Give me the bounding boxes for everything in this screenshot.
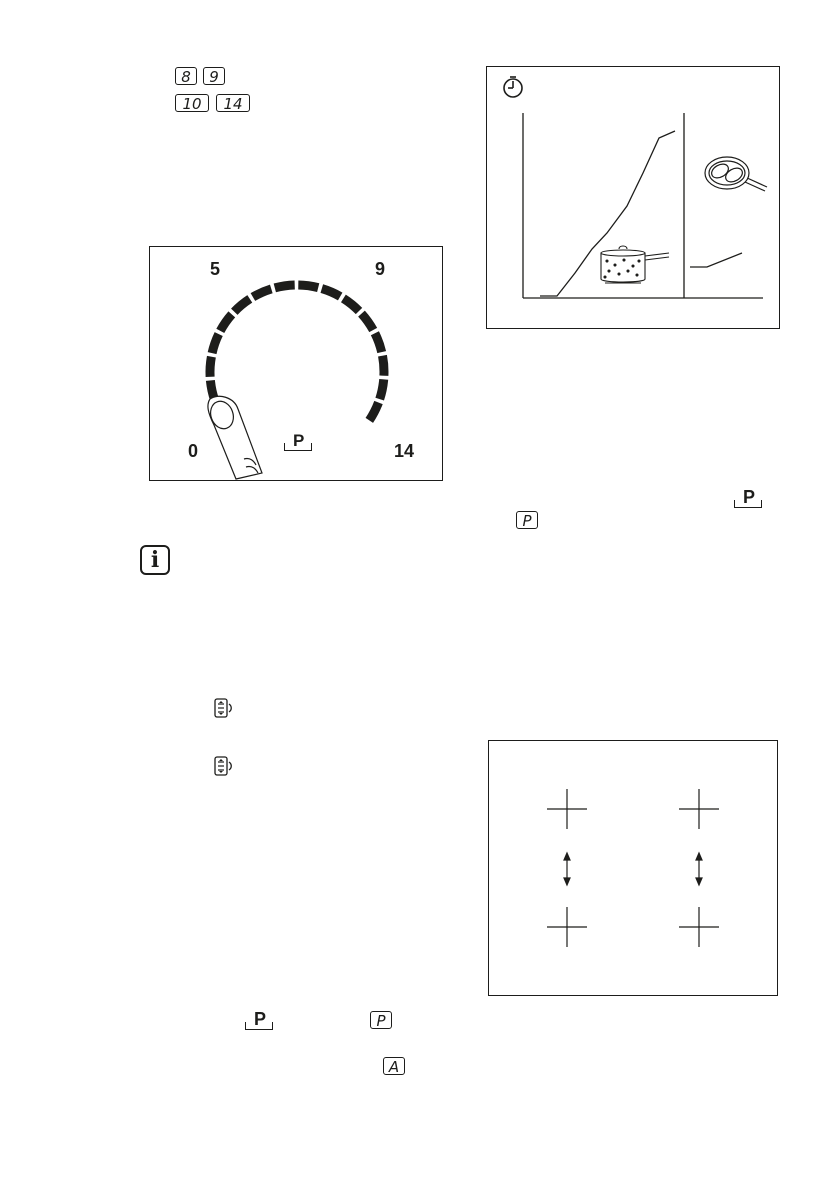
- zone-marker-front-left: [547, 789, 587, 829]
- bridge-icon: [214, 698, 234, 718]
- info-icon: i: [140, 545, 170, 575]
- dial-segment: [322, 289, 340, 297]
- dial-power-boost-symbol: P: [288, 431, 299, 451]
- frying-pan-icon: [705, 157, 767, 191]
- dial-segment: [210, 357, 211, 377]
- dial-segment: [343, 298, 359, 311]
- display-digit-8: 8: [175, 67, 197, 85]
- dial-segment: [212, 334, 219, 353]
- dial-segment: [380, 379, 384, 399]
- simmer-curve: [690, 253, 742, 267]
- dial-segment: [362, 314, 374, 330]
- power-dial-figure: [149, 246, 443, 481]
- dial-segment: [253, 289, 271, 297]
- dial-segment: [234, 299, 250, 312]
- cooking-process-figure: [486, 66, 780, 329]
- bridge-icon: [214, 756, 234, 776]
- display-digit-10: 10: [175, 94, 209, 112]
- dial-label-9: 9: [375, 259, 386, 279]
- cooking-zones-figure: [488, 740, 778, 996]
- dial-label-14: 14: [394, 441, 415, 461]
- power-boost-display: P: [370, 1011, 392, 1029]
- display-digit-14: 14: [216, 94, 250, 112]
- dial-label-0: 0: [188, 441, 199, 461]
- dial-arc: [150, 247, 444, 482]
- power-boost-display-right: P: [516, 511, 538, 529]
- dial-label-5: 5: [210, 259, 221, 279]
- dial-segment: [220, 314, 232, 331]
- bridge-arrow-left: [564, 853, 570, 885]
- finger-icon: [207, 396, 262, 479]
- zone-marker-rear-right: [679, 907, 719, 947]
- power-boost-button-symbol: P: [249, 1009, 261, 1030]
- zone-marker-rear-left: [547, 907, 587, 947]
- dial-segment: [383, 356, 384, 376]
- zone-marker-front-right: [679, 789, 719, 829]
- dial-segment: [275, 285, 295, 288]
- bridge-arrow-right: [696, 853, 702, 885]
- dial-segment: [298, 285, 318, 288]
- dial-segment: [369, 403, 378, 421]
- timer-icon: [504, 77, 522, 97]
- pot-icon: [601, 246, 669, 283]
- dial-segment: [375, 333, 382, 352]
- power-boost-button-symbol-right: P: [738, 487, 750, 508]
- auto-display: A: [383, 1057, 405, 1075]
- display-digit-9: 9: [203, 67, 225, 85]
